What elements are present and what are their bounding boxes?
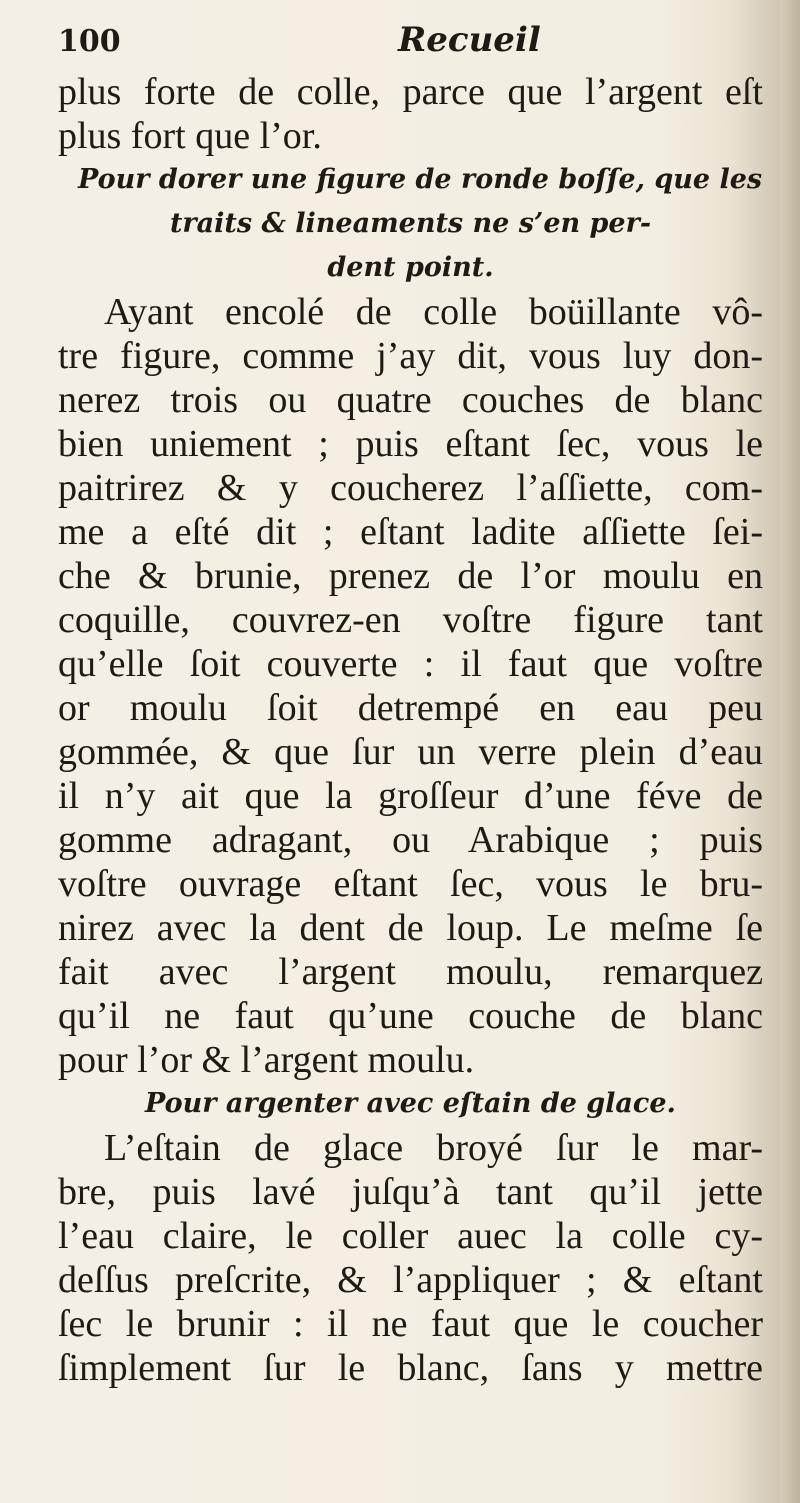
text-line: qu’il ne faut qu’une couche de blanc [58, 995, 763, 1037]
text-line: nerez trois ou quatre couches de blanc [58, 379, 763, 421]
text-line: il n’y ait que la groſſeur d’une féve de [58, 775, 763, 817]
text-line: ſec le brunir : il ne faut que le coucher [58, 1303, 763, 1345]
text-line: gomme adragant, ou Arabique ; puis [58, 819, 763, 861]
text-line: L’eſtain de glace broyé ſur le mar- [104, 1127, 763, 1169]
text-line: pour l’or & l’argent moulu. [58, 1039, 475, 1081]
text-line: coquille, couvrez-en voſtre figure tant [58, 599, 763, 641]
page-number: 100 [58, 24, 121, 59]
text-line: l’eau claire, le coller auec la colle cy- [58, 1215, 763, 1257]
text-line: me a eſté dit ; eſtant ladite aſſiette ſei- [58, 511, 763, 553]
text-line: plus forte de colle, parce que l’argent eſt [58, 71, 763, 113]
text-line: bre, puis lavé juſqu’à tant qu’il jette [58, 1171, 763, 1213]
section-heading-line: Pour argenter avec eſtain de glace. [145, 1088, 676, 1119]
text-line: bien uniement ; puis eſtant ſec, vous le [58, 423, 763, 465]
text-line: plus fort que l’or. [58, 115, 322, 157]
text-line: nirez avec la dent de loup. Le meſme ſe [58, 907, 763, 949]
text-line: voſtre ouvrage eſtant ſec, vous le bru- [58, 863, 763, 905]
text-line: Ayant encolé de colle boüillante vô- [104, 291, 763, 333]
text-line: or moulu ſoit detrempé en eau peu [58, 687, 763, 729]
text-line: gommée, & que ſur un verre plein d’eau [58, 731, 763, 773]
text-line: tre figure, comme j’ay dit, vous luy don- [58, 335, 763, 377]
text-line: fait avec l’argent moulu, remarquez [58, 951, 763, 993]
section-heading-line: dent point. [327, 252, 494, 283]
text-line: ſimplement ſur le blanc, ſans y mettre [58, 1347, 763, 1389]
text-line: paitrirez & y coucherez l’aſſiette, com- [58, 467, 763, 509]
text-line: deſſus preſcrite, & l’appliquer ; & eſtant [58, 1259, 763, 1301]
page-body [58, 70, 763, 1390]
section-heading-line: Pour dorer une figure de ronde boſſe, que les [78, 164, 763, 195]
running-title: Recueil [398, 20, 541, 60]
section-heading-line: traits & lineaments ne s’en per- [169, 208, 652, 239]
text-line: che & brunie, prenez de l’or moulu en [58, 555, 763, 597]
page-edge [780, 0, 800, 1503]
page-header [58, 20, 758, 74]
text-line: qu’elle ſoit couverte : il faut que voſtre [58, 643, 763, 685]
